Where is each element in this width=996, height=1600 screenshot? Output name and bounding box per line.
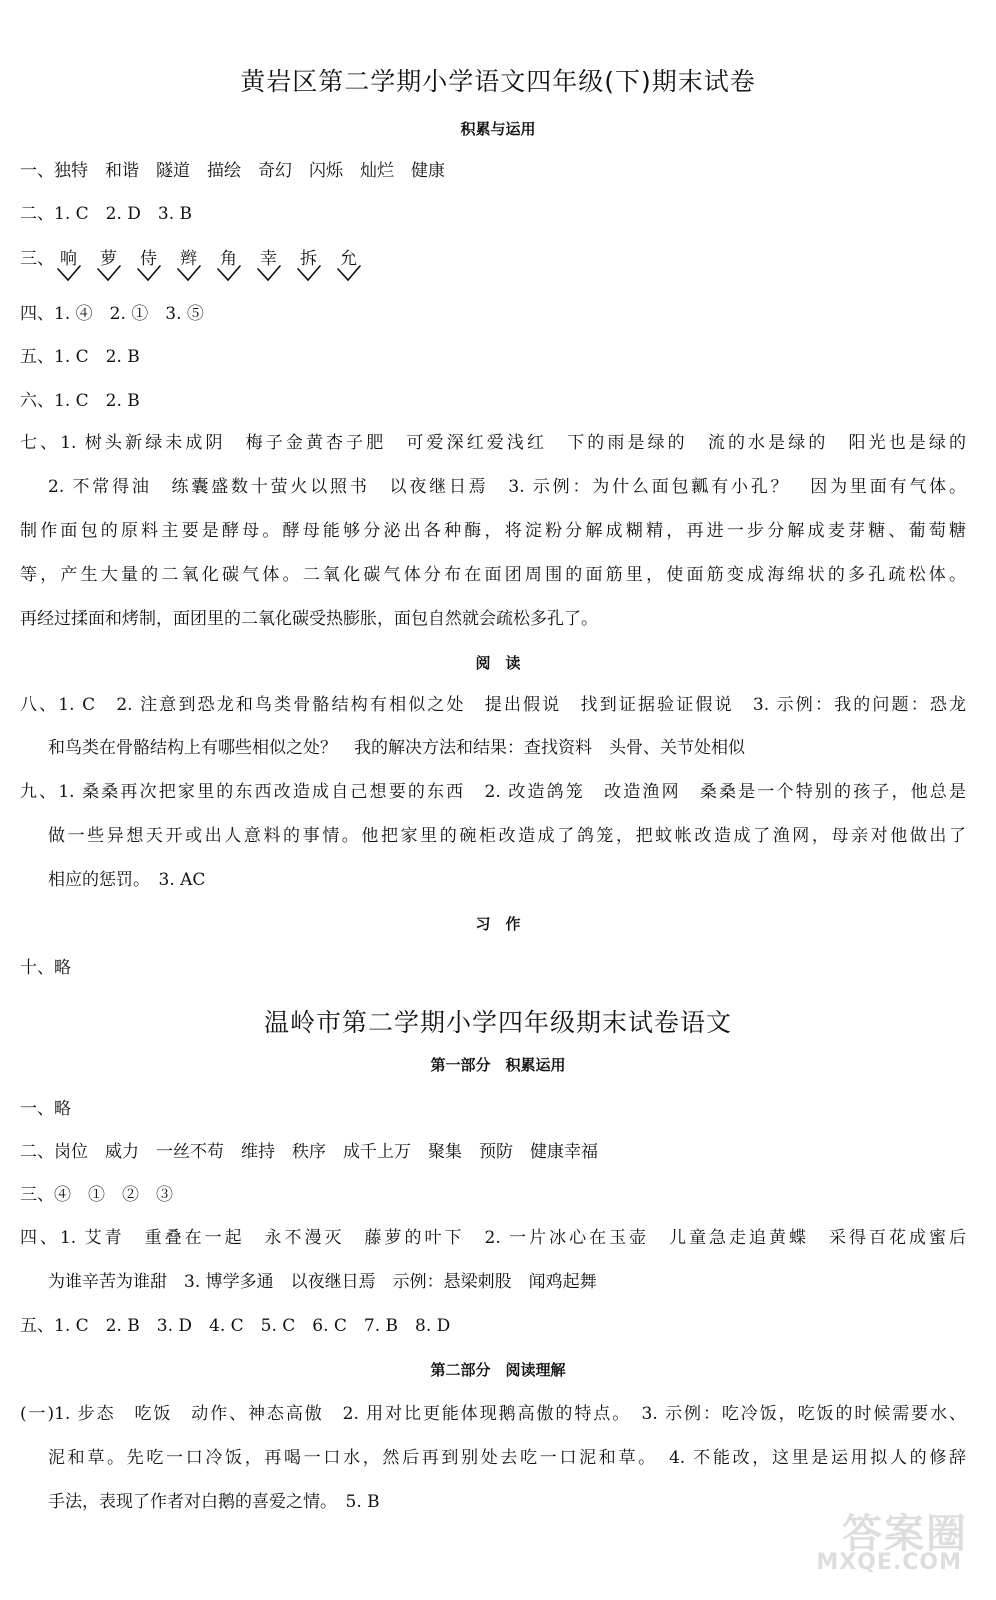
s2-q2: 二、岗位 威力 一丝不苟 维持 秩序 成千上万 聚集 预防 健康幸福 <box>20 1142 598 1162</box>
check-mark-icon <box>58 266 80 280</box>
s1-q3-char: 拆 <box>300 249 317 269</box>
s2-q1: 一、略 <box>20 1099 71 1119</box>
section1-title: 黄岩区第二学期小学语文四年级(下)期末试卷 <box>240 67 756 96</box>
s1-q3-char: 响 <box>60 249 77 269</box>
s2-r1-line: 泥和草。先吃一口冷饭，再喝一口水，然后再到别处去吃一口泥和草。 4. 不能改，这里是运用拟人的修辞 <box>48 1448 966 1468</box>
watermark-url: MXQE.COM <box>816 1550 962 1575</box>
check-mark-icon <box>98 266 120 280</box>
watermark-logo <box>798 1498 978 1578</box>
section2-part2-heading: 第二部分 阅读理解 <box>430 1361 566 1379</box>
s1-q6: 六、1. C 2. B <box>20 391 140 411</box>
watermark-logo-text: 答案圈 <box>842 1511 968 1557</box>
s2-q3: 三、④ ① ② ③ <box>20 1185 173 1205</box>
s1-q3-check-marks <box>0 252 996 292</box>
s1-q9-line: 九、1. 桑桑再次把家里的东西改造成自己想要的东西 2. 改造鸽笼 改造渔网 桑桑是一个特别的孩子，他总是 <box>20 782 966 802</box>
s1-q8-line: 和鸟类在骨骼结构上有哪些相似之处？ 我的解决方法和结果：查找资料 头骨、关节处相似 <box>48 738 745 758</box>
s1-q2: 二、1. C 2. D 3. B <box>20 204 193 224</box>
s1-q5: 五、1. C 2. B <box>20 347 140 367</box>
s1-q1: 一、独特 和谐 隧道 描绘 奇幻 闪烁 灿烂 健康 <box>20 161 445 181</box>
check-mark-icon <box>298 266 320 280</box>
check-mark-icon <box>218 266 240 280</box>
s1-q7-line: 制作面包的原料主要是酵母。酵母能够分泌出各种酶，将淀粉分解成糊精，再进一步分解成麦芽糖、葡萄糖 <box>20 521 966 541</box>
section1-part1-heading: 积累与运用 <box>460 120 536 138</box>
s1-q9-line: 相应的惩罚。 3. AC <box>48 870 206 890</box>
s1-q7-line: 再经过揉面和烤制，面团里的二氧化碳受热膨胀，面包自然就会疏松多孔了。 <box>20 609 598 629</box>
section2-part1-heading: 第一部分 积累运用 <box>430 1056 566 1074</box>
s2-r1-line: (一)1. 步态 吃饭 动作、神态高傲 2. 用对比更能体现鹅高傲的特点。 3. 示例：吃冷饭，吃饭的时候需要水、 <box>20 1404 966 1424</box>
s1-q3-char: 萝 <box>100 249 117 269</box>
s2-q4-line: 四、1. 艾青 重叠在一起 永不漫灭 藤萝的叶下 2. 一片冰心在玉壶 儿童急走追黄蝶 采得百花成蜜后 <box>20 1228 966 1248</box>
check-mark-icon <box>338 266 360 280</box>
s1-q8-line: 八、1. C 2. 注意到恐龙和鸟类骨骼结构有相似之处 提出假说 找到证据验证假说 3. 示例：我的问题：恐龙 <box>20 695 966 715</box>
check-mark-icon <box>178 266 200 280</box>
check-mark-icon <box>258 266 280 280</box>
s1-q7-line: 2. 不常得油 练囊盛数十萤火以照书 以夜继日焉 3. 示例：为什么面包瓤有小孔？ 因为里面有气体。 <box>48 477 966 497</box>
s1-q3-char: 允 <box>340 249 357 269</box>
s1-q3-char: 幸 <box>260 249 277 269</box>
section2-title: 温岭市第二学期小学四年级期末试卷语文 <box>263 1008 732 1037</box>
s1-q4: 四、1. ④ 2. ① 3. ⑤ <box>20 304 204 324</box>
s2-r1-line: 手法，表现了作者对白鹅的喜爱之情。 5. B <box>48 1492 380 1512</box>
s1-q9-line: 做一些异想天开或出人意料的事情。他把家里的碗柜改造成了鸽笼，把蚊帐改造成了渔网，母亲对他做出了 <box>48 826 966 846</box>
check-mark-icon <box>138 266 160 280</box>
section1-part2-heading: 阅 读 <box>475 654 521 672</box>
s1-q7-line: 七、1. 树头新绿未成阴 梅子金黄杏子肥 可爱深红爱浅红 下的雨是绿的 流的水是绿的 阳光也是绿的 <box>20 433 966 453</box>
s1-q7-line: 等，产生大量的二氧化碳气体。二氧化碳气体分布在面团周围的面筋里，使面筋变成海绵状的多孔疏松体。 <box>20 565 966 585</box>
s1-q3-char: 角 <box>220 249 237 269</box>
s2-q5: 五、1. C 2. B 3. D 4. C 5. C 6. C 7. B 8. D <box>20 1316 451 1336</box>
s1-q3-prefix: 三、 <box>20 249 54 269</box>
s1-q3-char: 侍 <box>140 249 157 269</box>
section1-part3-heading: 习 作 <box>475 915 521 933</box>
s1-q3-char: 辫 <box>180 249 197 269</box>
s2-q4-line: 为谁辛苦为谁甜 3. 博学多通 以夜继日焉 示例：悬梁刺股 闻鸡起舞 <box>48 1272 597 1292</box>
s1-q10: 十、略 <box>20 958 71 978</box>
